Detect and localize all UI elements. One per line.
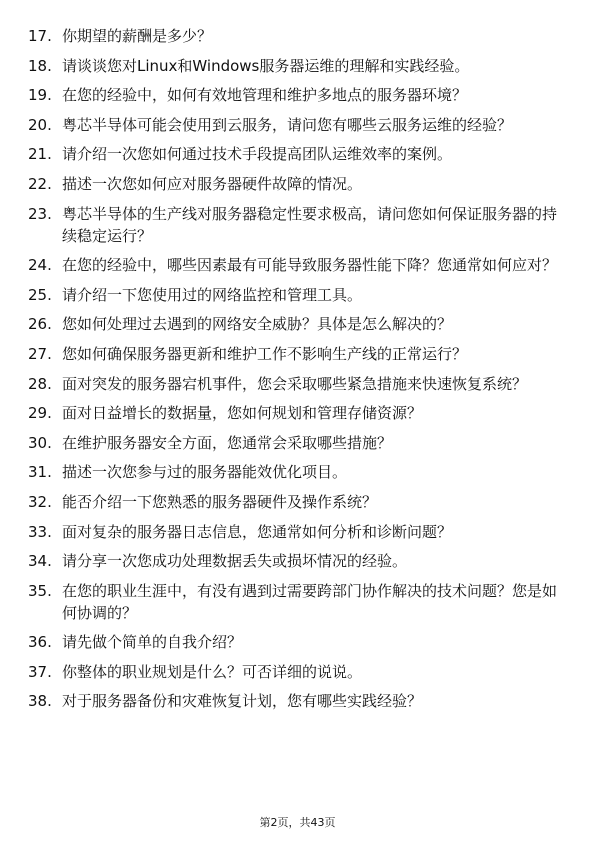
question-text: 你期望的薪酬是多少？ [62,27,213,45]
question-number: 35. [28,581,52,600]
question-text: 描述一次您参与过的服务器能效优化项目。 [62,463,348,482]
question-item [28,550,568,572]
question-item [28,432,568,454]
question-number: 23. [28,204,52,223]
question-text: 您如何处理过去遇到的网络安全威胁？具体是怎么解决的？ [62,315,453,334]
question-number: 27. [28,344,52,363]
question-number: 20. [28,115,52,134]
question-item [28,402,568,424]
question-text: 你整体的职业规划是什么？可否详细的说说。 [62,662,363,681]
question-text: 请分享一次您成功处理数据丢失或损坏情况的经验。 [62,552,408,571]
question-text: 对于服务器备份和灾难恢复计划，您有哪些实践经验？ [62,692,423,711]
question-number: 24. [28,256,52,275]
question-number: 29. [28,404,52,423]
question-number: 19. [28,86,52,105]
question-text: 在您的经验中，哪些因素最有可能导致服务器性能下降？您通常如何应对？ [62,256,558,275]
question-item [28,203,568,247]
question-number: 28. [28,374,52,393]
question-number: 25. [28,285,52,304]
question-number: 34. [28,552,52,571]
question-number: 18. [28,56,52,75]
question-text: 面对突发的服务器宕机事件，您会采取哪些紧急措施来快速恢复系统？ [62,374,528,393]
question-number: 36. [28,633,52,652]
question-text: 在维护服务器安全方面，您通常会采取哪些措施？ [62,433,393,452]
question-text: 粤芯半导体可能会使用到云服务，请问您有哪些云服务运维的经验？ [62,115,513,134]
question-item [28,84,568,106]
question-text: 请先做个简单的自我介绍？ [62,633,243,652]
question-number: 30. [28,433,52,452]
question-text: 描述一次您如何应对服务器硬件故障的情况。 [62,174,363,193]
question-item [28,461,568,483]
question-item [28,254,568,276]
question-item [28,313,568,335]
question-number: 32. [28,492,52,511]
question-list [28,25,568,720]
question-number: 33. [28,522,52,541]
question-number: 38. [28,692,52,711]
question-text: 粤芯半导体的生产线对服务器稳定性要求极高，请问您如何保证服务器的持续稳定运行？ [62,204,558,245]
question-item [28,343,568,365]
question-text: 在您的职业生涯中，有没有遇到过需要跨部门协作解决的技术问题？您是如何协调的？ [62,581,558,622]
question-item [28,55,568,77]
question-item [28,173,568,195]
question-item [28,491,568,513]
question-item [28,373,568,395]
question-number: 31. [28,463,52,482]
question-item [28,143,568,165]
question-text: 请介绍一下您使用过的网络监控和管理工具。 [62,285,363,304]
question-number: 37. [28,662,52,681]
question-item [28,690,568,712]
question-text: 请介绍一次您如何通过技术手段提高团队运维效率的案例。 [62,145,453,164]
question-item [28,661,568,683]
question-item [28,284,568,306]
question-number: 21. [28,145,52,164]
question-text: 能否介绍一下您熟悉的服务器硬件及操作系统？ [62,492,378,511]
question-text: 面对日益增长的数据量，您如何规划和管理存储资源？ [62,404,423,423]
question-item [28,25,568,47]
question-text: 您如何确保服务器更新和维护工作不影响生产线的正常运行？ [62,344,468,363]
question-number: 26. [28,315,52,334]
page-footer: 第2页，共43页 [259,816,336,829]
question-text: 面对复杂的服务器日志信息，您通常如何分析和诊断问题？ [62,522,453,541]
question-text: 在您的经验中，如何有效地管理和维护多地点的服务器环境？ [62,86,468,105]
question-item [28,631,568,653]
question-number: 17. [28,27,52,45]
question-item [28,114,568,136]
question-text: 请谈谈您对Linux和Windows服务器运维的理解和实践经验。 [62,56,470,75]
question-number: 22. [28,174,52,193]
question-item [28,521,568,543]
question-item [28,580,568,624]
